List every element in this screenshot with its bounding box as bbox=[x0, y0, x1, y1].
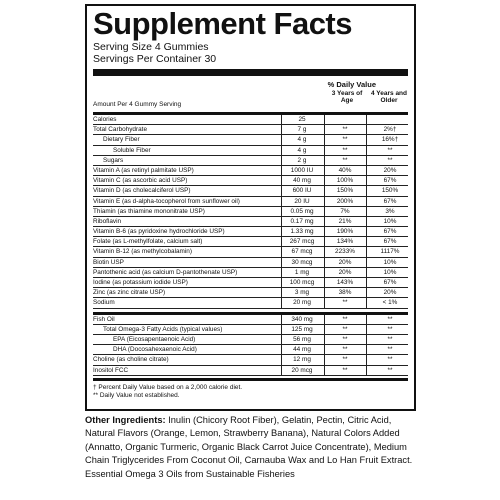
column-divider bbox=[324, 288, 325, 297]
table-row bbox=[93, 298, 408, 308]
table-row bbox=[93, 355, 408, 365]
column-divider bbox=[324, 166, 325, 175]
panel-title: Supplement Facts bbox=[93, 6, 352, 41]
column-divider bbox=[324, 135, 325, 144]
column-divider bbox=[366, 278, 367, 287]
column-divider bbox=[366, 207, 367, 216]
dv-3-years: ** bbox=[342, 335, 348, 343]
column-divider bbox=[281, 298, 282, 307]
column-divider bbox=[281, 227, 282, 236]
daily-value-header: % Daily Value bbox=[327, 80, 376, 89]
nutrient-amount: 1.33 mg bbox=[290, 228, 314, 236]
column-divider bbox=[281, 135, 282, 144]
dv-4-years: 150% bbox=[381, 187, 399, 195]
nutrient-name: Dietary Fiber bbox=[103, 136, 140, 144]
nutrient-amount: 1000 IU bbox=[290, 166, 314, 174]
amount-header: Amount Per 4 Gummy Serving bbox=[93, 101, 182, 108]
column-divider bbox=[281, 278, 282, 287]
column-divider bbox=[281, 156, 282, 165]
column-divider bbox=[366, 258, 367, 267]
dv-4-years: ** bbox=[387, 335, 393, 343]
column-divider bbox=[366, 186, 367, 195]
nutrient-amount: 1 mg bbox=[294, 268, 310, 276]
dv-3-years: 143% bbox=[336, 279, 354, 286]
dv-4-years: 67% bbox=[383, 197, 397, 205]
table-row bbox=[93, 156, 408, 166]
dv-4-years: 10% bbox=[383, 268, 397, 276]
table-row bbox=[93, 278, 408, 288]
column-divider bbox=[281, 166, 282, 175]
column-divider bbox=[366, 227, 367, 236]
column-divider bbox=[366, 345, 367, 354]
dv-3-years: ** bbox=[342, 315, 348, 323]
dv-3-years: ** bbox=[342, 366, 348, 374]
dv-4-years: ** bbox=[387, 156, 393, 164]
table-row bbox=[93, 176, 408, 186]
column-divider bbox=[281, 355, 282, 364]
column-divider bbox=[281, 268, 282, 277]
column-divider bbox=[366, 288, 367, 297]
nutrient-amount: 0.17 mg bbox=[290, 217, 314, 225]
table-row bbox=[93, 288, 408, 298]
dv-3-years: 7% bbox=[340, 207, 350, 215]
nutrient-name: Pantothenic acid (as calcium D-pantothenate USP) bbox=[93, 268, 238, 276]
ingredients-text: Inulin (Chicory Root Fiber), Gelatin, Pectin, Citric Acid, Natural Flavors (Orange, Lemon, Strawberry Banana), Natural Colors Added (Annatto, Organic Turmeric, Organic Black Carrot Juice Concentrate), Medium Chain Triglycerides From Coconut Oil, Carnauba Wax and Lo Han Fruit Extract. bbox=[85, 415, 413, 466]
column-divider bbox=[281, 237, 282, 246]
table-row bbox=[93, 335, 408, 345]
column-divider bbox=[366, 135, 367, 144]
dv-3-years: ** bbox=[342, 299, 348, 307]
table-row bbox=[93, 366, 408, 376]
column-divider bbox=[281, 176, 282, 185]
ingredients-label: Other Ingredients: bbox=[85, 415, 166, 425]
dv-4-years: ** bbox=[387, 346, 393, 354]
dv-4-years: < 1% bbox=[382, 299, 398, 307]
column-divider bbox=[281, 288, 282, 297]
nutrient-name: Soluble Fiber bbox=[113, 146, 151, 154]
col1-header-line2: Age bbox=[340, 97, 354, 104]
table-row bbox=[93, 325, 408, 335]
nutrient-name: Calories bbox=[93, 116, 117, 123]
dv-4-years: 20% bbox=[383, 166, 397, 174]
column-divider bbox=[281, 335, 282, 344]
column-divider bbox=[366, 335, 367, 344]
table-row bbox=[93, 166, 408, 176]
nutrient-name: Thiamin (as thiamine mononitrate USP) bbox=[93, 207, 205, 215]
nutrient-amount: 600 IU bbox=[292, 187, 312, 195]
column-divider bbox=[324, 115, 325, 124]
nutrient-amount: 2 g bbox=[297, 156, 307, 164]
dv-3-years: 200% bbox=[336, 197, 354, 205]
column-divider bbox=[324, 156, 325, 165]
column-divider bbox=[366, 217, 367, 226]
column-divider bbox=[324, 268, 325, 277]
dv-3-years: 134% bbox=[336, 238, 354, 246]
col2-header bbox=[369, 90, 409, 104]
dv-4-years: ** bbox=[387, 315, 393, 323]
column-divider bbox=[281, 197, 282, 206]
dv-4-years: 67% bbox=[383, 238, 397, 246]
column-divider bbox=[366, 197, 367, 206]
column-divider bbox=[366, 298, 367, 307]
column-divider bbox=[281, 315, 282, 324]
column-divider bbox=[324, 207, 325, 216]
table-row bbox=[93, 125, 408, 135]
column-divider bbox=[324, 237, 325, 246]
table-row bbox=[93, 186, 408, 196]
supplement-facts-panel bbox=[85, 4, 416, 411]
column-divider bbox=[281, 125, 282, 134]
column-header bbox=[93, 76, 408, 112]
dv-4-years: 67% bbox=[383, 177, 397, 185]
column-divider bbox=[281, 186, 282, 195]
nutrient-amount: 100 mcg bbox=[289, 279, 315, 286]
nutrient-name: Vitamin B-6 (as pyridoxine hydrochloride USP) bbox=[93, 228, 225, 236]
nutrient-name: Vitamin B-12 (as methylcobalamin) bbox=[93, 248, 192, 256]
column-divider bbox=[324, 227, 325, 236]
table-row bbox=[93, 227, 408, 237]
nutrient-name: Iodine (as potassium iodide USP) bbox=[93, 279, 188, 286]
table-row bbox=[93, 146, 408, 156]
column-divider bbox=[366, 146, 367, 155]
column-divider bbox=[324, 125, 325, 134]
column-divider bbox=[366, 166, 367, 175]
dv-3-years: ** bbox=[342, 146, 348, 154]
column-divider bbox=[324, 335, 325, 344]
table-row bbox=[93, 258, 408, 268]
footnote-dv: † Percent Daily Value based on a 2,000 calorie diet. bbox=[93, 383, 243, 391]
column-divider bbox=[324, 258, 325, 267]
dv-3-years: 40% bbox=[338, 166, 352, 174]
column-divider bbox=[366, 237, 367, 246]
column-divider bbox=[281, 146, 282, 155]
column-divider bbox=[366, 247, 367, 256]
column-divider bbox=[324, 197, 325, 206]
col1-header bbox=[327, 90, 367, 104]
nutrient-amount: 12 mg bbox=[293, 356, 311, 364]
nutrient-amount: 20 mg bbox=[293, 299, 311, 307]
nutrient-name: Sugars bbox=[103, 156, 124, 164]
nutrient-amount: 3 mg bbox=[294, 289, 310, 297]
dv-3-years: ** bbox=[342, 325, 348, 333]
dv-3-years: 190% bbox=[336, 228, 354, 236]
dv-4-years: 2%† bbox=[383, 126, 397, 134]
nutrient-amount: 4 g bbox=[297, 146, 307, 154]
nutrient-amount: 7 g bbox=[297, 126, 307, 134]
table-row bbox=[93, 217, 408, 227]
dv-4-years: ** bbox=[387, 356, 393, 364]
nutrient-name: Biotin USP bbox=[93, 258, 124, 266]
nutrient-amount: 67 mcg bbox=[291, 248, 313, 256]
column-divider bbox=[324, 315, 325, 324]
nutrient-name: Choline (as choline citrate) bbox=[93, 356, 169, 364]
col2-header-line2: Older bbox=[380, 97, 398, 104]
column-divider bbox=[281, 345, 282, 354]
nutrient-amount: 40 mg bbox=[293, 177, 311, 185]
dv-4-years: 20% bbox=[383, 289, 397, 297]
column-divider bbox=[324, 186, 325, 195]
dv-3-years: ** bbox=[342, 156, 348, 164]
dv-3-years: 38% bbox=[338, 289, 352, 297]
nutrient-amount: 25 bbox=[298, 116, 306, 123]
dv-4-years: ** bbox=[387, 366, 393, 374]
nutrient-name: Vitamin E (as d-alpha-tocopherol from sunflower oil) bbox=[93, 197, 240, 205]
column-divider bbox=[324, 355, 325, 364]
column-divider bbox=[366, 156, 367, 165]
ingredients-block bbox=[85, 414, 415, 481]
column-divider bbox=[324, 345, 325, 354]
column-divider bbox=[366, 366, 367, 375]
column-divider bbox=[366, 355, 367, 364]
column-divider bbox=[366, 268, 367, 277]
dv-3-years: 2233% bbox=[335, 248, 355, 256]
dv-4-years: ** bbox=[387, 146, 393, 154]
nutrient-amount: 267 mcg bbox=[289, 238, 315, 246]
column-divider bbox=[324, 366, 325, 375]
footnote-not-established: ** Daily Value not established. bbox=[93, 391, 180, 399]
dv-3-years: ** bbox=[342, 126, 348, 134]
nutrient-amount: 20 IU bbox=[294, 197, 310, 205]
thick-divider bbox=[93, 69, 408, 76]
nutrient-name: Vitamin C (as ascorbic acid USP) bbox=[93, 177, 188, 185]
dv-3-years: ** bbox=[342, 346, 348, 354]
nutrient-name: DHA (Docosahexaenoic Acid) bbox=[113, 346, 197, 354]
col2-header-line1: 4 Years and bbox=[370, 90, 408, 97]
nutrient-name: Total Carbohydrate bbox=[93, 126, 147, 134]
column-divider bbox=[324, 217, 325, 226]
table-row bbox=[93, 237, 408, 247]
omega-note: Essential Omega 3 Oils from Sustainable Fisheries bbox=[85, 468, 295, 479]
nutrient-amount: 125 mg bbox=[291, 325, 313, 333]
column-divider bbox=[324, 146, 325, 155]
nutrient-name: Sodium bbox=[93, 299, 115, 307]
nutrient-amount: 56 mg bbox=[293, 335, 311, 343]
nutrient-amount: 20 mcg bbox=[291, 366, 313, 374]
column-divider bbox=[281, 258, 282, 267]
column-divider bbox=[281, 247, 282, 256]
column-divider bbox=[324, 278, 325, 287]
dv-4-years: ** bbox=[387, 325, 393, 333]
serving-size: Serving Size 4 Gummies bbox=[93, 41, 209, 53]
dv-4-years: 10% bbox=[383, 258, 397, 266]
nutrient-amount: 30 mcg bbox=[291, 258, 313, 266]
table-row bbox=[93, 345, 408, 355]
footnotes bbox=[93, 378, 408, 400]
table-row bbox=[93, 247, 408, 257]
dv-4-years: 16%† bbox=[381, 136, 399, 144]
nutrient-name: Zinc (as zinc citrate USP) bbox=[93, 289, 166, 297]
column-divider bbox=[281, 207, 282, 216]
nutrient-amount: 340 mg bbox=[291, 315, 313, 323]
nutrient-amount: 4 g bbox=[297, 136, 307, 144]
dv-4-years: 3% bbox=[385, 207, 395, 215]
dv-4-years: 10% bbox=[383, 217, 397, 225]
nutrient-name: Total Omega-3 Fatty Acids (typical values) bbox=[103, 325, 223, 333]
nutrient-name: Folate (as L-methylfolate, calcium salt) bbox=[93, 238, 203, 246]
nutrient-name: Inositol FCC bbox=[93, 366, 129, 374]
dv-3-years: 20% bbox=[338, 268, 352, 276]
column-divider bbox=[366, 176, 367, 185]
table-row bbox=[93, 135, 408, 145]
column-divider bbox=[281, 115, 282, 124]
table-row bbox=[93, 197, 408, 207]
column-divider bbox=[281, 325, 282, 334]
column-divider bbox=[366, 315, 367, 324]
dv-4-years: 67% bbox=[383, 228, 397, 236]
other-ingredients bbox=[85, 414, 415, 468]
table-row bbox=[93, 207, 408, 217]
dv-3-years: ** bbox=[342, 136, 348, 144]
nutrient-name: Riboflavin bbox=[93, 217, 122, 225]
dv-3-years: 100% bbox=[336, 177, 354, 185]
dv-3-years: 150% bbox=[336, 187, 354, 195]
table-row bbox=[93, 268, 408, 278]
column-divider bbox=[324, 325, 325, 334]
table-row bbox=[93, 312, 408, 325]
column-divider bbox=[324, 247, 325, 256]
nutrient-name: Vitamin D (as cholecalciferol USP) bbox=[93, 187, 191, 195]
table-row bbox=[93, 115, 408, 125]
dv-4-years: 1117% bbox=[380, 248, 400, 256]
column-divider bbox=[366, 115, 367, 124]
nutrient-table bbox=[93, 112, 408, 376]
dv-3-years: 21% bbox=[338, 217, 352, 225]
column-divider bbox=[366, 325, 367, 334]
nutrient-amount: 44 mg bbox=[293, 346, 311, 354]
column-divider bbox=[281, 217, 282, 226]
nutrient-name: EPA (Eicosapentaenoic Acid) bbox=[113, 335, 196, 343]
dv-3-years: ** bbox=[342, 356, 348, 364]
column-divider bbox=[366, 125, 367, 134]
column-divider bbox=[281, 366, 282, 375]
nutrient-amount: 0.05 mg bbox=[290, 207, 314, 215]
servings-per-container: Servings Per Container 30 bbox=[93, 53, 217, 65]
col1-header-line1: 3 Years of bbox=[331, 90, 363, 97]
nutrient-name: Fish Oil bbox=[93, 315, 115, 323]
dv-4-years: 67% bbox=[383, 279, 397, 286]
column-divider bbox=[324, 176, 325, 185]
nutrient-name: Vitamin A (as retinyl palmitate USP) bbox=[93, 166, 194, 174]
column-divider bbox=[324, 298, 325, 307]
dv-3-years: 20% bbox=[338, 258, 352, 266]
